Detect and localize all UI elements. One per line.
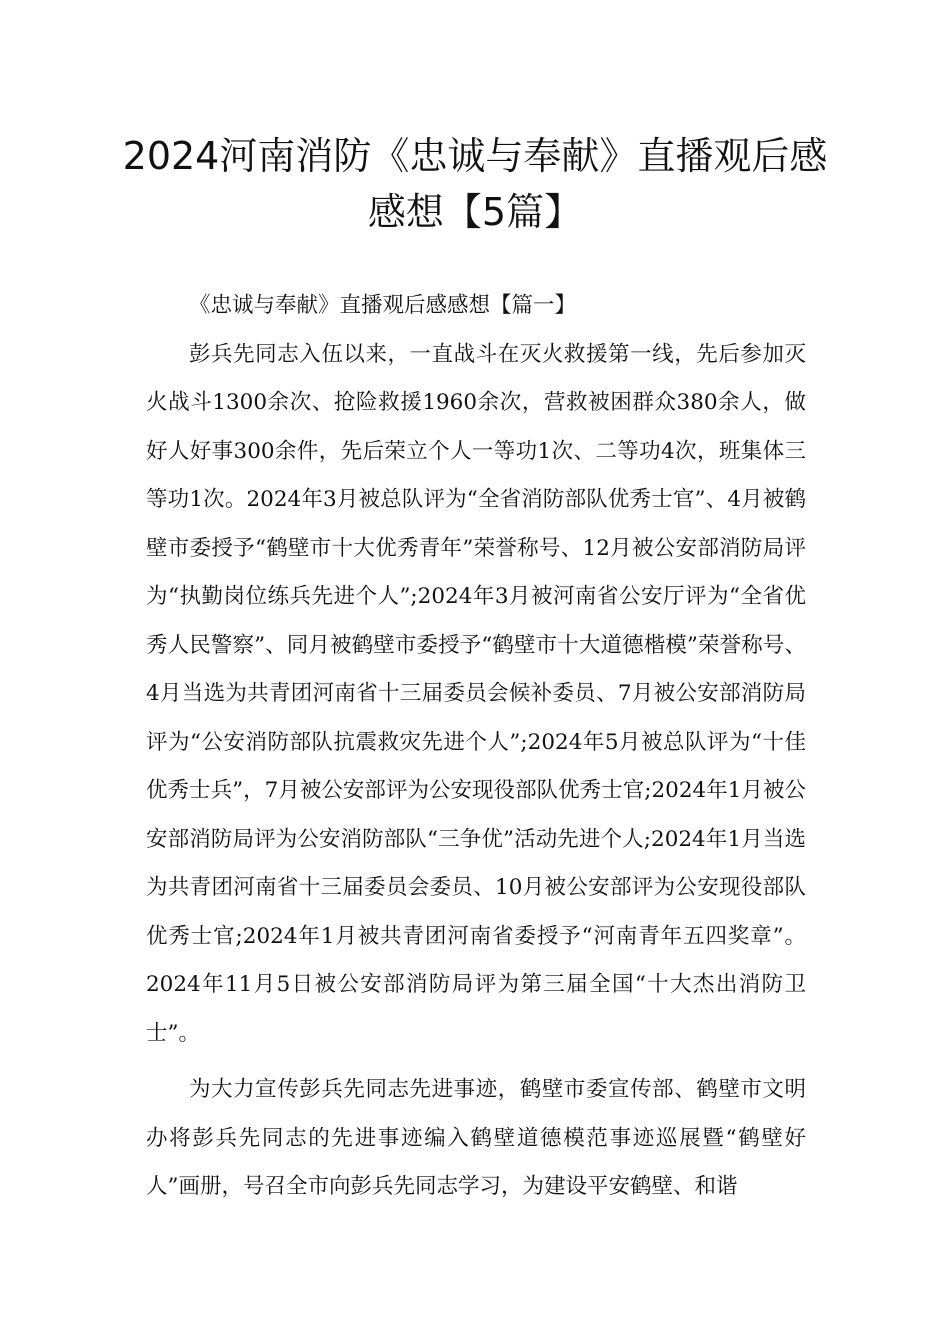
document-body <box>146 282 806 1212</box>
paragraph-1: 彭兵先同志入伍以来，一直战斗在灭火救援第一线，先后参加灭火战斗1300余次、抢险救援1960余次，营救被困群众380余人，做好人好事300余件，先后荣立个人一等功1次、二等功4次，班集体三等功1次。2024年3月被总队评为“全省消防部队优秀士官”、4月被鹤壁市委授予“鹤壁市十大优秀青年”荣誉称号、12月被公安部消防局评为“执勤岗位练兵先进个人”;2024年3月被河南省公安厅评为“全省优秀人民警察”、同月被鹤壁市委授予“鹤壁市十大道德楷模”荣誉称号、4月当选为共青团河南省十三届委员会候补委员、7月被公安部消防局评为“公安消防部队抗震救灾先进个人”;2024年5月被总队评为“十佳优秀士兵”，7月被公安部评为公安现役部队优秀士官;2024年1月被公安部消防局评为公安消防部队“三争优”活动先进个人;2024年1月当选为共青团河南省十三届委员会委员、10月被公安部评为公安现役部队优秀士官;2024年1月被共青团河南省委授予“河南青年五四奖章”。2024年11月5日被公安部消防局评为第三届全国“十大杰出消防卫士”。 <box>146 341 806 1046</box>
paragraph-2: 为大力宣传彭兵先同志先进事迹，鹤壁市委宣传部、鹤壁市文明办将彭兵先同志的先进事迹编入鹤壁道德模范事迹巡展暨“鹤壁好人”画册，号召全市向彭兵先同志学习，为建设平安鹤壁、和谐 <box>146 1077 806 1199</box>
section-heading: 《忠诚与奉献》直播观后感感想【篇一】 <box>189 293 577 318</box>
document-title: 2024河南消防《忠诚与奉献》直播观后感感想【5篇】 <box>122 134 828 234</box>
